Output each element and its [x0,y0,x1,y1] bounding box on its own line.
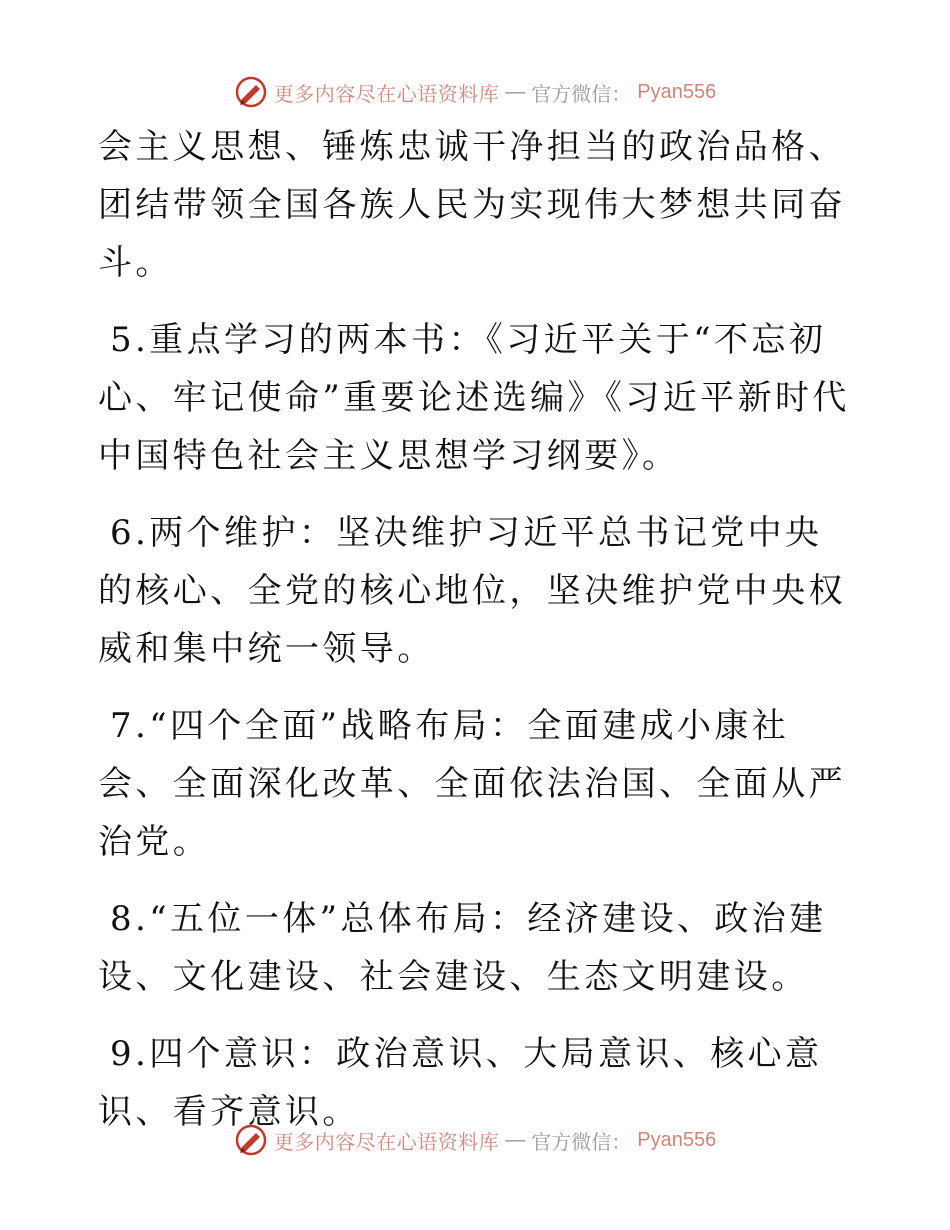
paragraph-item-8: 8.“五位一体”总体布局：经济建设、政治建设、文化建设、社会建设、生态文明建设。 [98,899,827,997]
watermark-text: 更多内容尽在心语资料库 [273,81,500,106]
watermark-wechat-label: 官方微信： [531,81,632,106]
footer-watermark [0,1120,950,1160]
pen-logo-icon [234,1123,268,1157]
watermark-wechat-label: 官方微信： [531,1129,632,1154]
pen-logo-icon [234,75,268,109]
paragraph-item-5: 5.重点学习的两本书：《习近平关于“不忘初心、牢记使命”重要论述选编》《习近平新时代中国特色社会主义思想学习纲要》。 [98,320,850,476]
watermark-separator: — [505,80,526,103]
watermark-text: 更多内容尽在心语资料库 [273,1129,500,1154]
watermark-wechat-id: Pyan556 [637,80,717,103]
document-body [98,118,858,1160]
header-watermark [0,72,950,112]
watermark-wechat-id: Pyan556 [637,1128,717,1151]
paragraph-item-7: 7.“四个全面”战略布局：全面建成小康社会、全面深化改革、全面依法治国、全面从严治党。 [98,706,846,862]
paragraph-item-6: 6.两个维护：坚决维护习近平总书记党中央的核心、全党的核心地位，坚决维护党中央权威和集中统一领导。 [98,513,846,669]
watermark-separator: — [505,1128,526,1151]
paragraph-item-9: 9.四个意识：政治意识、大局意识、核心意识、看齐意识。 [98,1034,823,1132]
paragraph-continuation: 会主义思想、锤炼忠诚干净担当的政治品格、团结带领全国各族人民为实现伟大梦想共同奋斗。 [98,127,846,283]
